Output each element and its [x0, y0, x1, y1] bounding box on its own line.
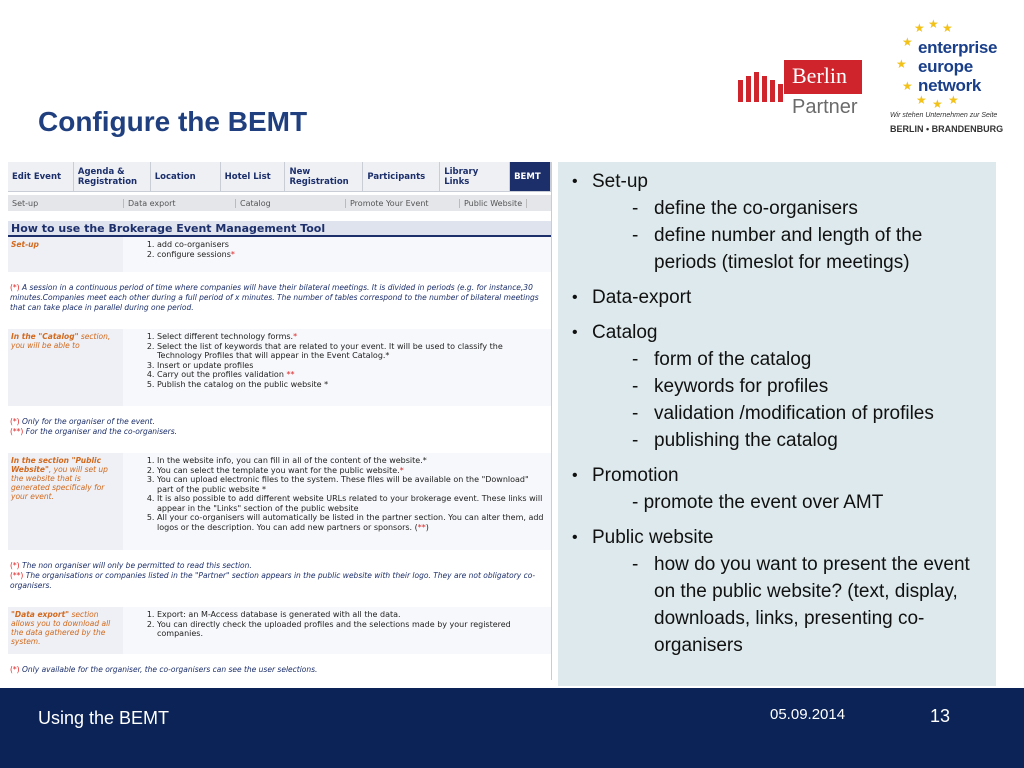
subtab-public-website[interactable]: Public Website	[460, 199, 527, 208]
sub-catalog-publishing: - publishing the catalog	[632, 430, 838, 451]
how-to-heading: How to use the Brokerage Event Management Tool	[8, 221, 551, 237]
bemt-screenshot	[8, 162, 552, 680]
tab-edit-event[interactable]: Edit Event	[8, 162, 74, 191]
slide-title: Configure the BEMT	[38, 106, 308, 137]
footer-title: Using the BEMT	[38, 708, 170, 728]
export-row	[8, 607, 551, 655]
een-logo	[888, 18, 1018, 138]
partner-word: Partner	[792, 96, 858, 118]
website-row	[8, 453, 551, 551]
subtab-promote[interactable]: Promote Your Event	[346, 199, 460, 208]
svg-text:★: ★	[948, 93, 959, 107]
tab-agenda-registration[interactable]: Agenda & Registration	[74, 162, 151, 191]
export-list: 1. Export: an M-Access database is generated with all the data. 2. You can directly check the uploaded profiles and the selections made by your registered companies.	[123, 607, 551, 654]
setup-label: Set-up	[8, 237, 123, 272]
sub-public-website: - how do you want to present the event on the public website? (text, display, downloads, links, presenting co-organisers	[632, 554, 970, 656]
svg-text:★: ★	[896, 57, 907, 71]
sub-co-organisers: - define the co-organisers	[632, 198, 858, 219]
note-catalog: (*) Only for the organiser of the event. (**) For the organiser and the co-organisers.	[8, 407, 551, 453]
note-export: (*) Only available for the organiser, the co-organisers can see the user selections.	[8, 655, 551, 678]
export-label: "Data export" section allows you to download all the data gathered by the system.	[8, 607, 123, 654]
sub-catalog-validation: - validation /modification of profiles	[632, 403, 934, 424]
svg-text:★: ★	[916, 93, 927, 107]
svg-text:★: ★	[902, 79, 913, 93]
catalog-label: In the "Catalog" section, you will be able to	[8, 329, 123, 406]
tab-library-links[interactable]: Library Links	[440, 162, 510, 191]
tab-new-registration[interactable]: New Registration	[285, 162, 363, 191]
svg-text:★: ★	[902, 35, 913, 49]
svg-text:★: ★	[932, 97, 943, 108]
website-list: 1. In the website info, you can fill in all of the content of the website.* 2. You can select the template you want for the public website.* 3. You can upload electronic files to the system. These files will be available on the "Download" part of the public website * 4. It is also possible to add different website URLs related to your brokerage event. These links will appear in the "Links" section of the public website 5. All your co-organisers will automatically be listed in the partner section. You can alter them, add logos or the description. You can add new partners or sponsors. (**)	[123, 453, 551, 550]
bemt-tabbar	[8, 162, 551, 192]
subtab-data-export[interactable]: Data export	[124, 199, 236, 208]
subtab-setup[interactable]: Set-up	[8, 199, 124, 208]
footer-bar	[0, 688, 1024, 768]
tab-hotel-list[interactable]: Hotel List	[221, 162, 286, 191]
bullet-catalog: • Catalog	[570, 319, 986, 346]
tab-participants[interactable]: Participants	[363, 162, 440, 191]
berlin-partner-logo	[738, 60, 864, 122]
svg-text:★: ★	[914, 21, 925, 35]
setup-row	[8, 237, 551, 273]
note-website: (*) The non organiser will only be permitted to read this section. (**) The organisations or companies listed in the "Partner" section appears in the public website with their logo. They are not obligatory co-organisers.	[8, 551, 551, 607]
berlin-word: Berlin	[784, 60, 862, 94]
svg-text:★: ★	[942, 21, 953, 35]
bullet-promotion: • Promotion	[570, 462, 986, 489]
een-region: BERLIN • BRANDENBURG	[890, 124, 1004, 134]
sub-catalog-keywords: - keywords for profiles	[632, 376, 829, 397]
bemt-subtabs	[8, 195, 551, 211]
bullet-setup: • Set-up	[570, 168, 986, 195]
tab-location[interactable]: Location	[151, 162, 221, 191]
setup-list: 1. add co-organisers 2. configure sessions*	[123, 237, 551, 272]
page-number: 13	[930, 706, 951, 726]
subtab-catalog[interactable]: Catalog	[236, 199, 346, 208]
footer-date: 05.09.2014	[770, 706, 846, 723]
catalog-row	[8, 329, 551, 407]
sub-catalog-form: - form of the catalog	[632, 349, 812, 370]
svg-text:★: ★	[928, 18, 939, 31]
tab-bemt[interactable]: BEMT	[510, 162, 551, 191]
sub-periods: - define number and length of the periods (timeslot for meetings)	[632, 225, 923, 273]
note-session: (*) A session in a continuous period of time where companies will have their bilateral meetings. It is divided in periods (e.g. for instance,30 minutes.Companies meet each other during a full period of x minutes. The number of tables correspond to the number of bilateral meetings that can take place in parallel during one period.	[8, 273, 551, 329]
berlin-partner-mark-icon	[738, 72, 784, 102]
website-label: In the section "Public Website", you will set up the website that is generated specificaly for your event.	[8, 453, 123, 550]
een-wordmark: enterprise europe network	[918, 38, 998, 95]
een-tagline: Wir stehen Unternehmen zur Seite	[890, 112, 998, 119]
bullet-public-website: • Public website	[570, 524, 986, 551]
sub-promotion: - promote the event over AMT	[632, 492, 884, 513]
bullet-panel	[558, 162, 996, 686]
bullet-data-export: • Data-export	[570, 284, 986, 311]
catalog-list: 1. Select different technology forms.* 2. Select the list of keywords that are related to your event. It will be used to classify the Technology Profiles that will appear in the Event Catalog.* 3. Insert or update profiles 4. Carry out the profiles validation ** 5. Publish the catalog on the public website *	[123, 329, 551, 406]
